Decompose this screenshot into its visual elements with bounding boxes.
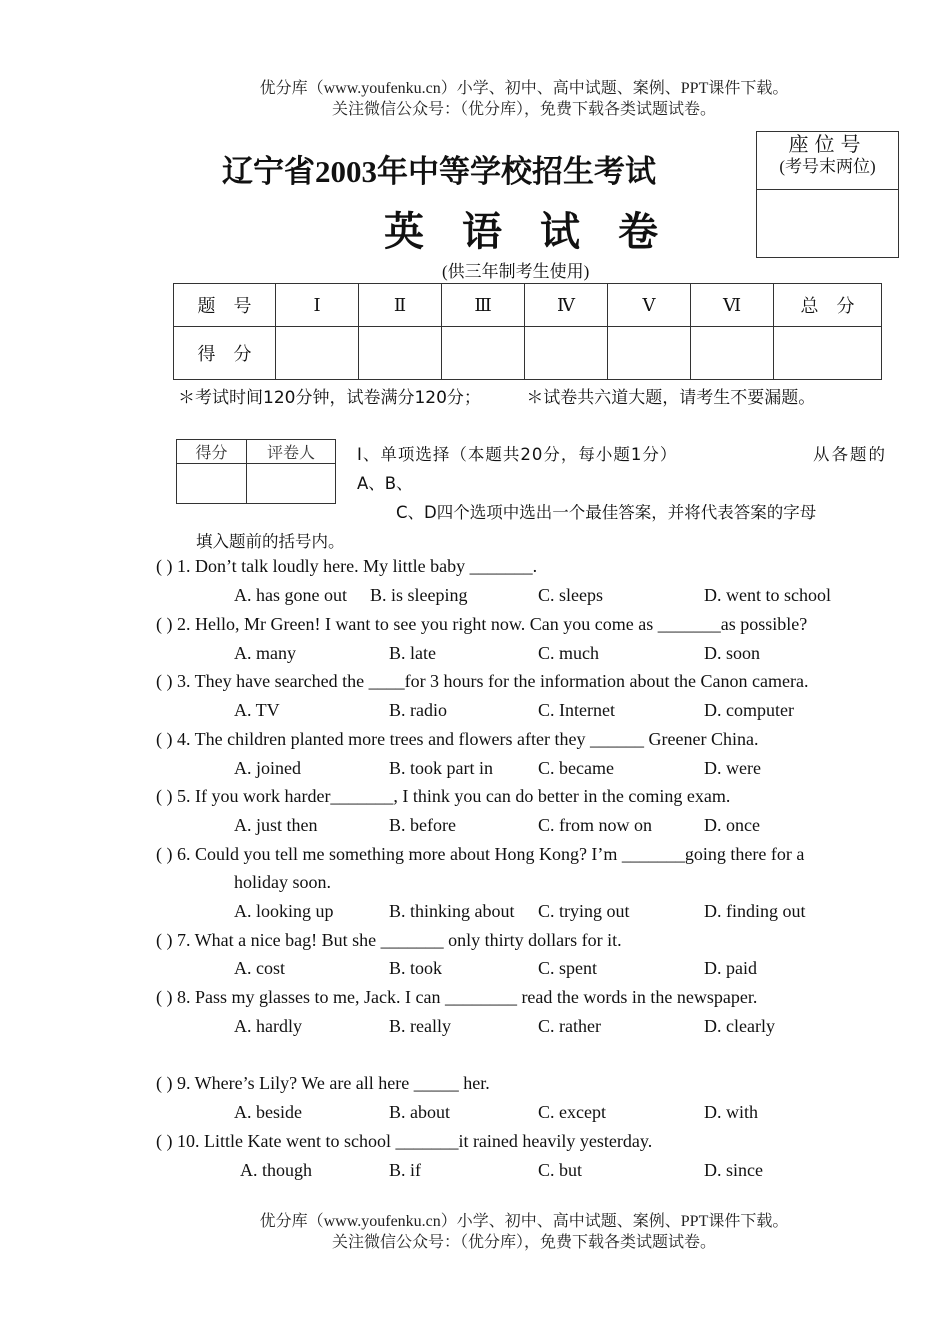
option-9a: A. beside xyxy=(234,1102,302,1122)
footer-line-1: 优分库（www.youfenku.cn）小学、初中、高中试题、案例、PPT课件下载。 xyxy=(259,1213,789,1230)
option-2a: A. many xyxy=(234,643,296,663)
option-2b: B. late xyxy=(389,643,436,663)
score-cell[interactable] xyxy=(276,327,359,380)
option-9c: C. except xyxy=(538,1102,606,1122)
option-6c: C. trying out xyxy=(538,901,630,921)
option-6d: D. finding out xyxy=(704,901,806,921)
exam-note: (供三年制考生使用) xyxy=(442,262,590,281)
option-10c: C. but xyxy=(538,1160,583,1180)
section-instruction-a: 从各题的 xyxy=(813,445,887,464)
option-10a: A. though xyxy=(240,1160,312,1180)
seat-label: 座位号 xyxy=(788,134,867,156)
seat-sublabel: (考号末两位) xyxy=(779,157,876,176)
score-cell[interactable] xyxy=(525,327,608,380)
score-header-cell: 题 号 xyxy=(174,284,276,327)
option-4c: C. became xyxy=(538,758,614,778)
footer-line-2: 关注微信公众号：（优分库），免费下载各类试题试卷。 xyxy=(331,1234,716,1251)
option-1b: B. is sleeping xyxy=(370,585,468,605)
option-5b: B. before xyxy=(389,815,456,835)
grader-box xyxy=(176,439,336,504)
question-2: ( ) 2. Hello, Mr Green! I want to see you right now. Can you come as _______as possible? xyxy=(156,614,808,634)
option-7c: C. spent xyxy=(538,958,598,978)
question-3: ( ) 3. They have searched the ____for 3 hours for the information about the Canon camera. xyxy=(156,671,809,691)
option-4b: B. took part in xyxy=(389,758,493,778)
note-sections: ＊试卷共六道大题，请考生不要漏题。 xyxy=(526,388,816,408)
grader-reviewer-label: 评卷人 xyxy=(247,440,336,464)
score-cell[interactable] xyxy=(359,327,442,380)
option-7d: D. paid xyxy=(704,958,757,978)
note-time: ＊考试时间120分钟，试卷满分120分； xyxy=(178,388,481,408)
option-1d: D. went to school xyxy=(704,585,831,605)
option-2d: D. soon xyxy=(704,643,761,663)
option-8c: C. rather xyxy=(538,1016,601,1036)
score-table xyxy=(173,283,882,380)
score-cell[interactable] xyxy=(774,327,882,380)
option-3b: B. radio xyxy=(389,700,447,720)
section-instruction-d: 填入题前的括号内。 xyxy=(196,532,345,551)
grader-score-field[interactable] xyxy=(177,464,247,504)
exam-notes xyxy=(178,383,855,408)
exam-subject: 英语试卷 xyxy=(384,209,696,254)
score-header-cell: Ⅱ xyxy=(359,284,442,327)
score-header-cell: Ⅲ xyxy=(442,284,525,327)
option-7b: B. took xyxy=(389,958,443,978)
option-6a: A. looking up xyxy=(234,901,334,921)
question-7: ( ) 7. What a nice bag! But she _______ only thirty dollars for it. xyxy=(156,930,622,950)
header-line-1: 优分库（www.youfenku.cn）小学、初中、高中试题、案例、PPT课件下载。 xyxy=(259,80,789,97)
question-9: ( ) 9. Where’s Lily? We are all here _____ her. xyxy=(156,1073,490,1093)
option-9b: B. about xyxy=(389,1102,450,1122)
score-cell[interactable] xyxy=(442,327,525,380)
grader-reviewer-field[interactable] xyxy=(247,464,336,504)
option-1c: C. sleeps xyxy=(538,585,603,605)
score-header-cell: Ⅵ xyxy=(691,284,774,327)
option-5c: C. from now on xyxy=(538,815,652,835)
score-header-cell: 总 分 xyxy=(774,284,882,327)
question-6: ( ) 6. Could you tell me something more about Hong Kong? I’m _______going there for a xyxy=(156,844,805,864)
section-instruction-c: C、D四个选项中选出一个最佳答案，并将代表答案的字母 xyxy=(396,503,817,522)
option-8d: D. clearly xyxy=(704,1016,775,1036)
section-heading: Ⅰ、单项选择（本题共20分，每小题1分） xyxy=(357,445,678,464)
seat-number-box xyxy=(756,131,899,258)
grader-score-label: 得分 xyxy=(177,440,247,464)
option-5d: D. once xyxy=(704,815,760,835)
option-10d: D. since xyxy=(704,1160,763,1180)
option-5a: A. just then xyxy=(234,815,318,835)
score-header-cell: Ⅳ xyxy=(525,284,608,327)
question-4: ( ) 4. The children planted more trees and flowers after they ______ Greener China. xyxy=(156,729,759,749)
option-10b: B. if xyxy=(389,1160,422,1180)
option-1a: A. has gone out xyxy=(234,585,347,605)
score-cell[interactable] xyxy=(691,327,774,380)
seat-number-field[interactable] xyxy=(757,190,898,258)
option-9d: D. with xyxy=(704,1102,758,1122)
question-6-continued: holiday soon. xyxy=(234,872,331,892)
question-8: ( ) 8. Pass my glasses to me, Jack. I can ________ read the words in the newspaper. xyxy=(156,987,758,1007)
option-2c: C. much xyxy=(538,643,599,663)
option-3d: D. computer xyxy=(704,700,794,720)
option-6b: B. thinking about xyxy=(389,901,515,921)
question-5: ( ) 5. If you work harder_______, I think you can do better in the coming exam. xyxy=(156,786,731,806)
score-cell[interactable] xyxy=(608,327,691,380)
option-4a: A. joined xyxy=(234,758,301,778)
header-line-2: 关注微信公众号：（优分库），免费下载各类试题试卷。 xyxy=(331,101,716,118)
option-4d: D. were xyxy=(704,758,761,778)
exam-title: 辽宁省2003年中等学校招生考试 xyxy=(222,154,656,189)
score-header-cell: Ⅴ xyxy=(608,284,691,327)
score-header-cell: Ⅰ xyxy=(276,284,359,327)
question-10: ( ) 10. Little Kate went to school _______it rained heavily yesterday. xyxy=(156,1131,653,1151)
option-8b: B. really xyxy=(389,1016,451,1036)
option-8a: A. hardly xyxy=(234,1016,302,1036)
score-row-label: 得 分 xyxy=(174,327,276,380)
option-7a: A. cost xyxy=(234,958,285,978)
question-1: ( ) 1. Don’t talk loudly here. My little baby _______. xyxy=(156,556,538,576)
section-instruction-b: A、B、 xyxy=(357,474,413,493)
option-3c: C. Internet xyxy=(538,700,615,720)
option-3a: A. TV xyxy=(234,700,280,720)
